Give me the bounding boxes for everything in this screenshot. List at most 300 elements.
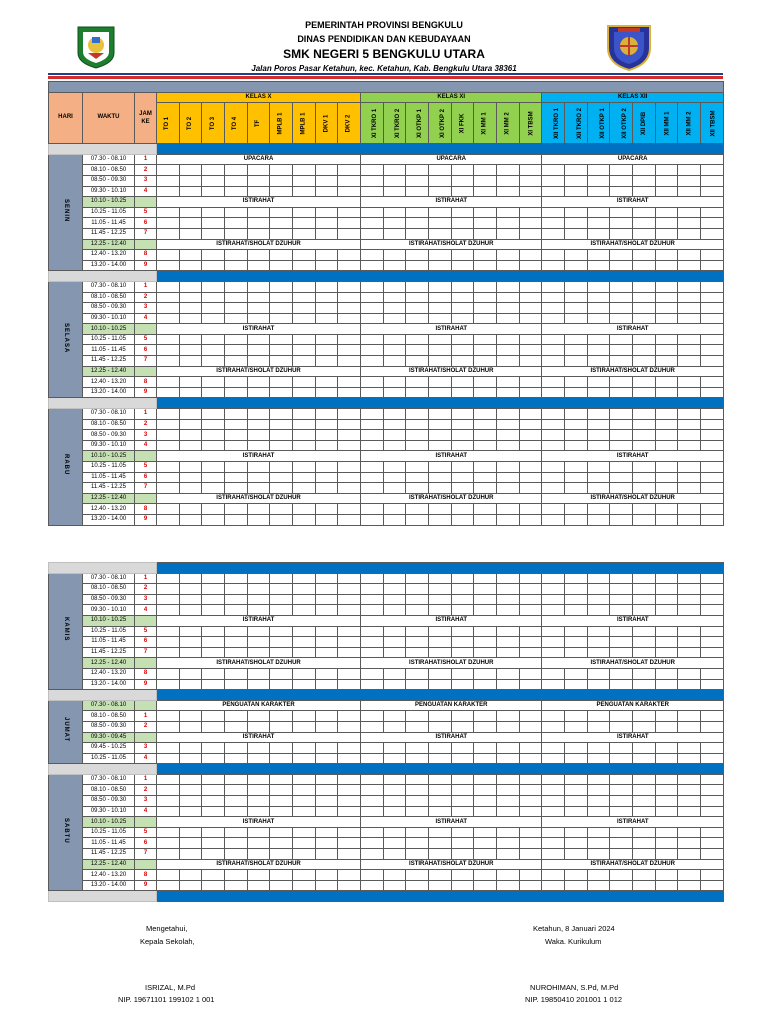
schedule-cell (361, 345, 384, 356)
jam-ke-cell: 7 (135, 483, 157, 494)
schedule-cell (701, 594, 724, 605)
schedule-cell (474, 292, 497, 303)
schedule-cell (565, 419, 588, 430)
schedule-cell (383, 472, 406, 483)
schedule-cell (315, 504, 338, 515)
jam-ke-cell: 6 (135, 838, 157, 849)
schedule-cell (225, 626, 248, 637)
schedule-cell (361, 827, 384, 838)
schedule-cell (157, 679, 180, 690)
schedule-cell (429, 345, 452, 356)
schedule-cell (474, 313, 497, 324)
schedule-cell (474, 753, 497, 764)
schedule-cell (270, 721, 293, 732)
schedule-cell (451, 345, 474, 356)
schedule-cell (406, 228, 429, 239)
schedule-cell (610, 806, 633, 817)
schedule-cell (202, 228, 225, 239)
schedule-cell (497, 774, 520, 785)
schedule-cell (474, 165, 497, 176)
jam-ke-cell: 6 (135, 637, 157, 648)
schedule-cell (633, 668, 656, 679)
headmaster-name: ISRIZAL, M.Pd (145, 983, 196, 992)
schedule-cell (406, 514, 429, 525)
schedule-cell (383, 679, 406, 690)
schedule-cell (157, 504, 180, 515)
schedule-cell (451, 679, 474, 690)
time-cell: 10.25 - 11.05 (83, 334, 135, 345)
schedule-cell (270, 870, 293, 881)
schedule-cell (633, 870, 656, 881)
schedule-cell (338, 334, 361, 345)
schedule-cell (225, 584, 248, 595)
schedule-cell (497, 409, 520, 420)
schedule-cell (247, 313, 270, 324)
schedule-cell (315, 870, 338, 881)
schedule-cell (383, 849, 406, 860)
schedule-cell (610, 743, 633, 754)
schedule-cell (225, 387, 248, 398)
note-cell: ISTIRAHAT/SHOLAT DZUHUR (361, 366, 542, 377)
schedule-cell (610, 785, 633, 796)
schedule-cell (633, 637, 656, 648)
schedule-cell (202, 605, 225, 616)
schedule-cell (179, 430, 202, 441)
schedule-cell (179, 647, 202, 658)
schedule-cell (587, 605, 610, 616)
schedule-cell (655, 419, 678, 430)
table-row (49, 679, 724, 690)
schedule-cell (587, 514, 610, 525)
schedule-cell (519, 637, 542, 648)
day-name: SENIN (63, 198, 69, 223)
schedule-cell (633, 626, 656, 637)
schedule-cell (610, 175, 633, 186)
schedule-cell (655, 281, 678, 292)
schedule-cell (293, 573, 316, 584)
schedule-cell (497, 743, 520, 754)
note-cell: ISTIRAHAT/SHOLAT DZUHUR (542, 493, 724, 504)
note-cell: ISTIRAHAT (542, 817, 724, 828)
schedule-cell (633, 440, 656, 451)
schedule-cell (542, 260, 565, 271)
jam-ke-cell: 3 (135, 430, 157, 441)
schedule-cell (293, 721, 316, 732)
schedule-cell (429, 409, 452, 420)
class-name: MPLB 1 (300, 112, 307, 135)
schedule-cell (338, 430, 361, 441)
schedule-cell (451, 605, 474, 616)
schedule-cell (179, 409, 202, 420)
schedule-cell (202, 175, 225, 186)
schedule-cell (361, 679, 384, 690)
schedule-cell (315, 207, 338, 218)
schedule-cell (701, 260, 724, 271)
schedule-cell (542, 440, 565, 451)
schedule-cell (587, 218, 610, 229)
schedule-cell (338, 472, 361, 483)
schedule-cell (361, 838, 384, 849)
schedule-cell (179, 472, 202, 483)
note-cell: ISTIRAHAT/SHOLAT DZUHUR (361, 658, 542, 669)
note-cell: ISTIRAHAT/SHOLAT DZUHUR (157, 859, 361, 870)
schedule-cell (610, 313, 633, 324)
schedule-cell (315, 175, 338, 186)
schedule-cell (655, 303, 678, 314)
schedule-cell (225, 594, 248, 605)
schedule-cell (315, 880, 338, 891)
schedule-cell (610, 721, 633, 732)
schedule-cell (383, 806, 406, 817)
schedule-cell (474, 647, 497, 658)
day-label (49, 774, 83, 891)
schedule-cell (655, 260, 678, 271)
schedule-cell (701, 626, 724, 637)
schedule-cell (270, 387, 293, 398)
schedule-cell (587, 387, 610, 398)
schedule-cell (429, 218, 452, 229)
schedule-cell (293, 796, 316, 807)
schedule-cell (610, 228, 633, 239)
schedule-cell (655, 165, 678, 176)
schedule-cell (542, 345, 565, 356)
schedule-table-top (48, 81, 724, 526)
schedule-cell (247, 292, 270, 303)
schedule-cell (429, 430, 452, 441)
table-row (49, 774, 724, 785)
class-header (225, 103, 248, 144)
schedule-cell (451, 711, 474, 722)
schedule-cell (270, 430, 293, 441)
schedule-cell (179, 721, 202, 732)
schedule-cell (542, 668, 565, 679)
schedule-cell (474, 377, 497, 388)
schedule-cell (202, 637, 225, 648)
schedule-cell (542, 462, 565, 473)
schedule-cell (678, 175, 701, 186)
schedule-cell (587, 430, 610, 441)
schedule-cell (587, 711, 610, 722)
schedule-cell (293, 462, 316, 473)
schedule-cell (497, 514, 520, 525)
schedule-cell (519, 849, 542, 860)
schedule-cell (179, 207, 202, 218)
schedule-cell (610, 186, 633, 197)
schedule-cell (315, 356, 338, 367)
schedule-cell (655, 334, 678, 345)
schedule-cell (542, 626, 565, 637)
schedule-cell (610, 679, 633, 690)
schedule-cell (202, 514, 225, 525)
schedule-cell (655, 228, 678, 239)
day-separator (49, 398, 724, 409)
schedule-cell (225, 838, 248, 849)
schedule-cell (293, 594, 316, 605)
schedule-cell (406, 281, 429, 292)
schedule-cell (565, 356, 588, 367)
schedule-cell (157, 668, 180, 679)
schedule-cell (429, 838, 452, 849)
note-cell: ISTIRAHAT/SHOLAT DZUHUR (542, 859, 724, 870)
schedule-cell (338, 785, 361, 796)
jam-ke-cell: 3 (135, 303, 157, 314)
schedule-cell (315, 573, 338, 584)
schedule-cell (383, 870, 406, 881)
schedule-cell (474, 345, 497, 356)
schedule-cell (293, 584, 316, 595)
class-header (519, 103, 542, 144)
schedule-cell (474, 637, 497, 648)
schedule-cell (179, 711, 202, 722)
schedule-cell (701, 849, 724, 860)
schedule-cell (542, 849, 565, 860)
schedule-cell (202, 827, 225, 838)
schedule-cell (179, 584, 202, 595)
schedule-cell (247, 711, 270, 722)
table-row (49, 637, 724, 648)
table-row (49, 880, 724, 891)
table-row (49, 186, 724, 197)
schedule-cell (202, 796, 225, 807)
schedule-cell (519, 175, 542, 186)
schedule-cell (565, 594, 588, 605)
schedule-cell (519, 679, 542, 690)
schedule-cell (429, 419, 452, 430)
schedule-cell (519, 228, 542, 239)
schedule-cell (225, 281, 248, 292)
table-row (49, 493, 724, 504)
schedule-cell (565, 785, 588, 796)
schedule-cell (270, 303, 293, 314)
schedule-cell (655, 711, 678, 722)
schedule-cell (542, 753, 565, 764)
schedule-cell (678, 281, 701, 292)
schedule-cell (451, 870, 474, 881)
schedule-cell (406, 356, 429, 367)
schedule-cell (633, 796, 656, 807)
class-header (655, 103, 678, 144)
schedule-cell (270, 186, 293, 197)
schedule-cell (587, 472, 610, 483)
day-separator (49, 891, 724, 902)
schedule-cell (451, 334, 474, 345)
schedule-cell (406, 647, 429, 658)
schedule-cell (474, 175, 497, 186)
schedule-cell (519, 584, 542, 595)
schedule-cell (315, 753, 338, 764)
schedule-cell (519, 472, 542, 483)
schedule-cell (202, 419, 225, 430)
schedule-cell (406, 387, 429, 398)
time-cell: 11.05 - 11.45 (83, 345, 135, 356)
schedule-cell (338, 186, 361, 197)
time-cell: 10.10 - 10.25 (83, 615, 135, 626)
schedule-cell (157, 440, 180, 451)
schedule-cell (565, 711, 588, 722)
schedule-cell (179, 626, 202, 637)
schedule-cell (678, 377, 701, 388)
schedule-cell (202, 250, 225, 261)
schedule-cell (655, 637, 678, 648)
schedule-cell (474, 514, 497, 525)
schedule-cell (701, 281, 724, 292)
schedule-cell (247, 281, 270, 292)
schedule-cell (519, 377, 542, 388)
schedule-cell (293, 440, 316, 451)
note-cell: ISTIRAHAT (542, 197, 724, 208)
schedule-cell (361, 785, 384, 796)
schedule-cell (179, 514, 202, 525)
header-row (49, 92, 724, 103)
schedule-cell (315, 165, 338, 176)
schedule-cell (519, 165, 542, 176)
schedule-cell (678, 409, 701, 420)
schedule-cell (157, 721, 180, 732)
schedule-cell (338, 387, 361, 398)
schedule-cell (225, 165, 248, 176)
schedule-cell (542, 594, 565, 605)
class-name: TO 3 (209, 116, 216, 130)
schedule-cell (429, 334, 452, 345)
schedule-cell (633, 774, 656, 785)
time-cell: 13.20 - 14.00 (83, 387, 135, 398)
schedule-cell (270, 440, 293, 451)
time-cell: 08.50 - 09.30 (83, 721, 135, 732)
schedule-cell (315, 303, 338, 314)
jam-ke-cell: 5 (135, 827, 157, 838)
schedule-cell (293, 483, 316, 494)
schedule-cell (565, 462, 588, 473)
note-cell: ISTIRAHAT (542, 615, 724, 626)
schedule-cell (497, 462, 520, 473)
schedule-cell (225, 440, 248, 451)
jam-ke-cell: 9 (135, 387, 157, 398)
schedule-cell (225, 228, 248, 239)
note-cell: ISTIRAHAT/SHOLAT DZUHUR (157, 493, 361, 504)
schedule-cell (179, 387, 202, 398)
note-cell: ISTIRAHAT (542, 324, 724, 335)
schedule-cell (610, 260, 633, 271)
note-cell: ISTIRAHAT/SHOLAT DZUHUR (157, 366, 361, 377)
schedule-cell (519, 260, 542, 271)
class-name: XI TBSM (528, 111, 535, 136)
schedule-cell (519, 626, 542, 637)
schedule-cell (361, 774, 384, 785)
schedule-cell (565, 880, 588, 891)
schedule-cell (157, 462, 180, 473)
class-name: XII TBSM (710, 110, 717, 137)
schedule-cell (225, 303, 248, 314)
schedule-cell (338, 668, 361, 679)
schedule-cell (610, 472, 633, 483)
schedule-cell (451, 175, 474, 186)
schedule-cell (655, 827, 678, 838)
schedule-cell (270, 472, 293, 483)
schedule-cell (519, 218, 542, 229)
schedule-cell (497, 345, 520, 356)
schedule-cell (429, 679, 452, 690)
time-cell: 11.05 - 11.45 (83, 472, 135, 483)
time-cell: 11.45 - 12.25 (83, 849, 135, 860)
schedule-cell (701, 377, 724, 388)
schedule-cell (565, 207, 588, 218)
schedule-cell (701, 637, 724, 648)
class-name: DKV 1 (323, 114, 330, 133)
schedule-cell (587, 753, 610, 764)
schedule-cell (678, 334, 701, 345)
jam-ke-cell (135, 732, 157, 743)
schedule-cell (429, 594, 452, 605)
schedule-cell (202, 838, 225, 849)
schedule-cell (429, 462, 452, 473)
schedule-cell (655, 514, 678, 525)
schedule-cell (542, 186, 565, 197)
schedule-cell (474, 430, 497, 441)
jam-ke-cell: 6 (135, 345, 157, 356)
schedule-cell (474, 186, 497, 197)
schedule-cell (474, 827, 497, 838)
schedule-cell (225, 483, 248, 494)
schedule-cell (497, 806, 520, 817)
schedule-cell (338, 345, 361, 356)
schedule-cell (179, 504, 202, 515)
schedule-cell (610, 356, 633, 367)
schedule-cell (610, 345, 633, 356)
schedule-cell (202, 186, 225, 197)
schedule-cell (678, 668, 701, 679)
schedule-cell (542, 573, 565, 584)
schedule-cell (383, 165, 406, 176)
schedule-cell (338, 303, 361, 314)
table-row (49, 584, 724, 595)
schedule-cell (293, 377, 316, 388)
schedule-cell (270, 584, 293, 595)
schedule-cell (179, 594, 202, 605)
time-cell: 12.25 - 12.40 (83, 859, 135, 870)
schedule-cell (361, 281, 384, 292)
schedule-cell (701, 870, 724, 881)
schedule-cell (497, 377, 520, 388)
schedule-cell (406, 207, 429, 218)
time-cell: 11.45 - 12.25 (83, 356, 135, 367)
jam-ke-cell: 9 (135, 514, 157, 525)
schedule-cell (361, 313, 384, 324)
schedule-cell (225, 462, 248, 473)
schedule-cell (247, 175, 270, 186)
schedule-cell (451, 483, 474, 494)
schedule-cell (247, 462, 270, 473)
schedule-cell (383, 430, 406, 441)
schedule-cell (225, 573, 248, 584)
schedule-cell (293, 647, 316, 658)
class-name: XII MM 1 (664, 111, 671, 136)
schedule-cell (179, 849, 202, 860)
schedule-cell (270, 711, 293, 722)
schedule-cell (383, 218, 406, 229)
schedule-cell (633, 334, 656, 345)
schedule-cell (497, 573, 520, 584)
schedule-cell (270, 483, 293, 494)
schedule-cell (701, 175, 724, 186)
schedule-cell (293, 228, 316, 239)
schedule-cell (383, 356, 406, 367)
schedule-cell (610, 668, 633, 679)
class-name: XII DPIB (641, 111, 648, 135)
schedule-cell (565, 260, 588, 271)
table-row (49, 827, 724, 838)
schedule-cell (202, 806, 225, 817)
schedule-cell (565, 637, 588, 648)
